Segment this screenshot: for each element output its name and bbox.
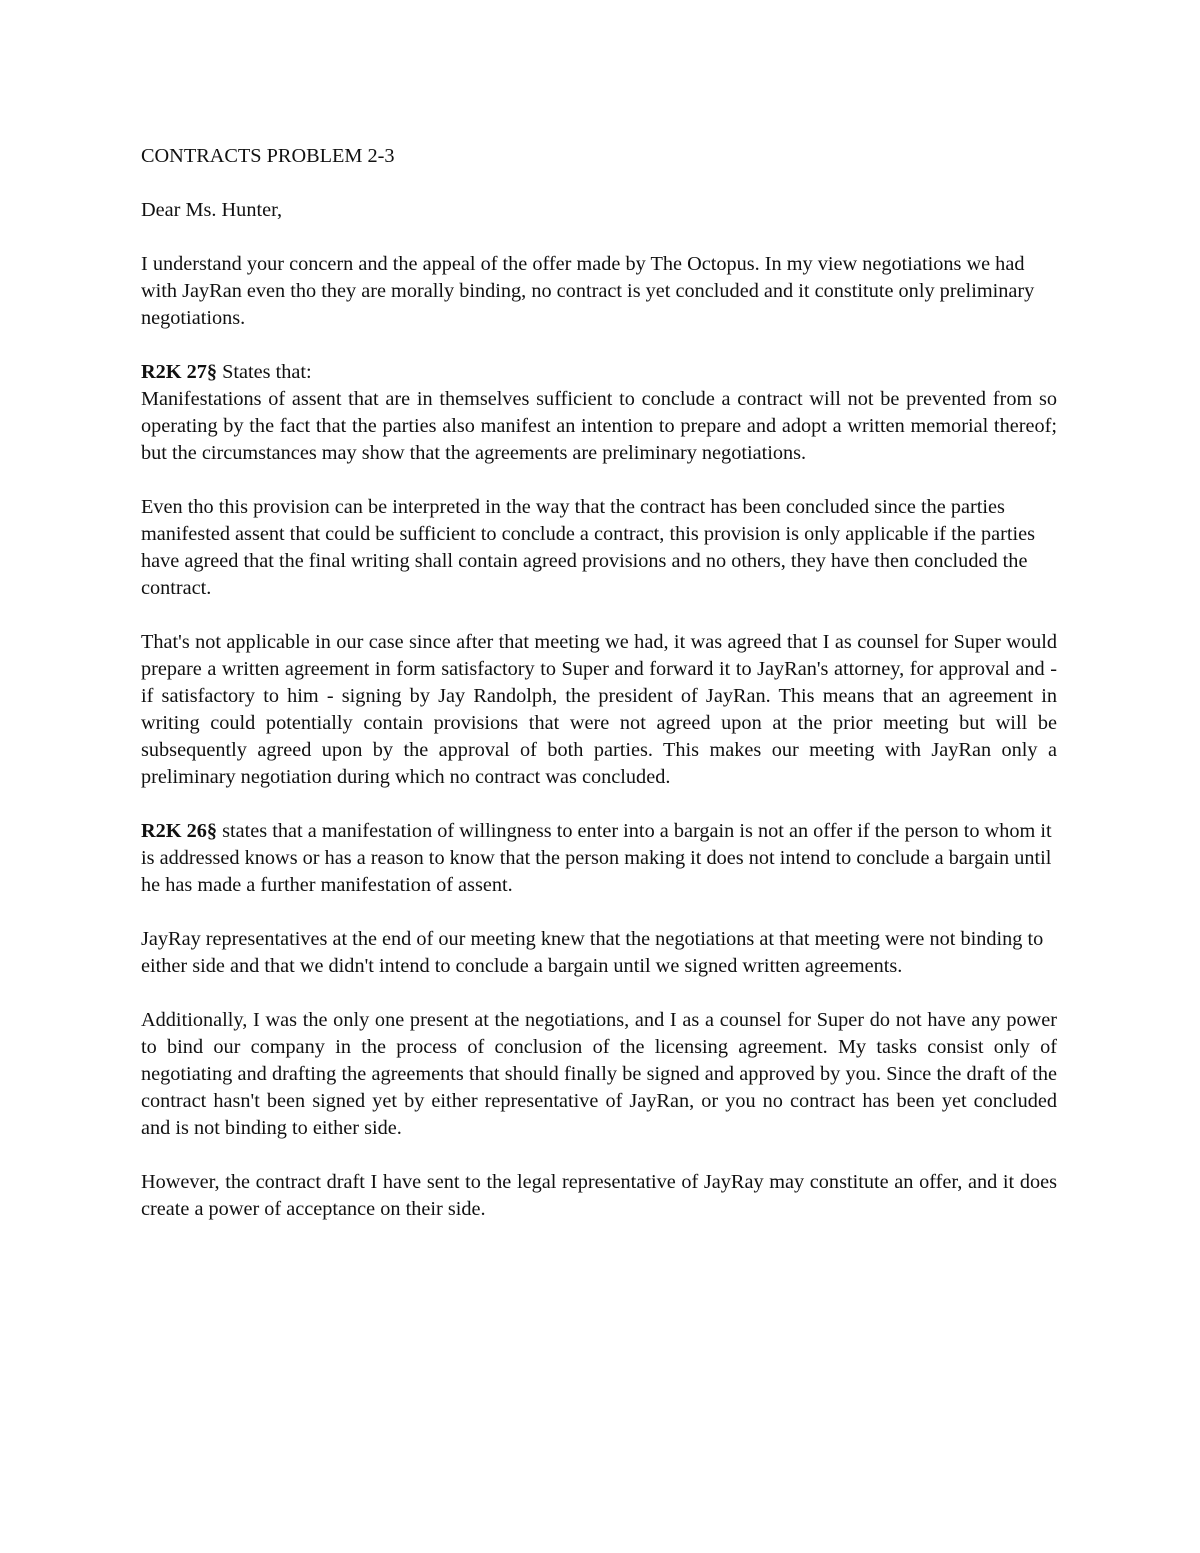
section-reference-26: R2K 26§: [141, 820, 218, 842]
paragraph-jayray-representatives: JayRay representatives at the end of our meeting knew that the negotiations at that meeting were not binding to either side and that we didn't intend to conclude a bargain until we signed written agreements.: [141, 928, 1044, 977]
salutation: Dear Ms. Hunter,: [141, 199, 283, 221]
document-title: CONTRACTS PROBLEM 2-3: [141, 145, 395, 167]
section-26-text: states that a manifestation of willingness to enter into a bargain is not an offer if the person to whom it is addressed knows or has a reason to know that the person making it does not intend to conclude a bargain until he has made a further manifestation of assent.: [141, 820, 1052, 896]
document-page: [141, 143, 1057, 1250]
paragraph-interpretation: Even tho this provision can be interpreted in the way that the contract has been concluded since the parties manifested assent that could be sufficient to conclude a contract, this provision is only applicable if the parties have agreed that the final writing shall contain agreed provisions and no others, they have then concluded the contract.: [141, 496, 1035, 599]
section-reference-27: R2K 27§: [141, 361, 218, 383]
paragraph-r2k-27: [141, 359, 1057, 467]
section-27-lead: States that:: [217, 361, 312, 383]
paragraph-not-applicable: That's not applicable in our case since after that meeting we had, it was agreed that I as counsel for Super would prepare a written agreement in form satisfactory to Super and forward it to JayRan's attorney, for approval and - if satisfactory to him - signing by Jay Randolph, the president of JayRan. This means that an agreement in writing could potentially contain provisions that were not agreed upon at the prior meeting but will be subsequently agreed upon by the approval of both parties. This makes our meeting with JayRan only a preliminary negotiation during which no contract was concluded.: [141, 631, 1057, 788]
paragraph-offer-conclusion: However, the contract draft I have sent to the legal representative of JayRay may constitute an offer, and it does create a power of acceptance on their side.: [141, 1171, 1057, 1220]
paragraph-intro: I understand your concern and the appeal of the offer made by The Octopus. In my view negotiations we had with JayRan even tho they are morally binding, no contract is yet concluded and it constitute only preliminary negotiations.: [141, 253, 1035, 329]
section-27-quote: Manifestations of assent that are in themselves sufficient to conclude a contract will not be prevented from so operating by the fact that the parties also manifest an intention to prepare and adopt a written memorial thereof; but the circumstances may show that the agreements are preliminary negotiations.: [141, 388, 1057, 464]
paragraph-counsel-authority: Additionally, I was the only one present at the negotiations, and I as a counsel for Super do not have any power to bind our company in the process of conclusion of the licensing agreement. My tasks consist only of negotiating and drafting the agreements that should finally be signed and approved by you. Since the draft of the contract hasn't been signed yet by either representative of JayRan, or you no contract has been yet concluded and is not binding to either side.: [141, 1009, 1057, 1139]
paragraph-r2k-26: [141, 818, 1057, 899]
